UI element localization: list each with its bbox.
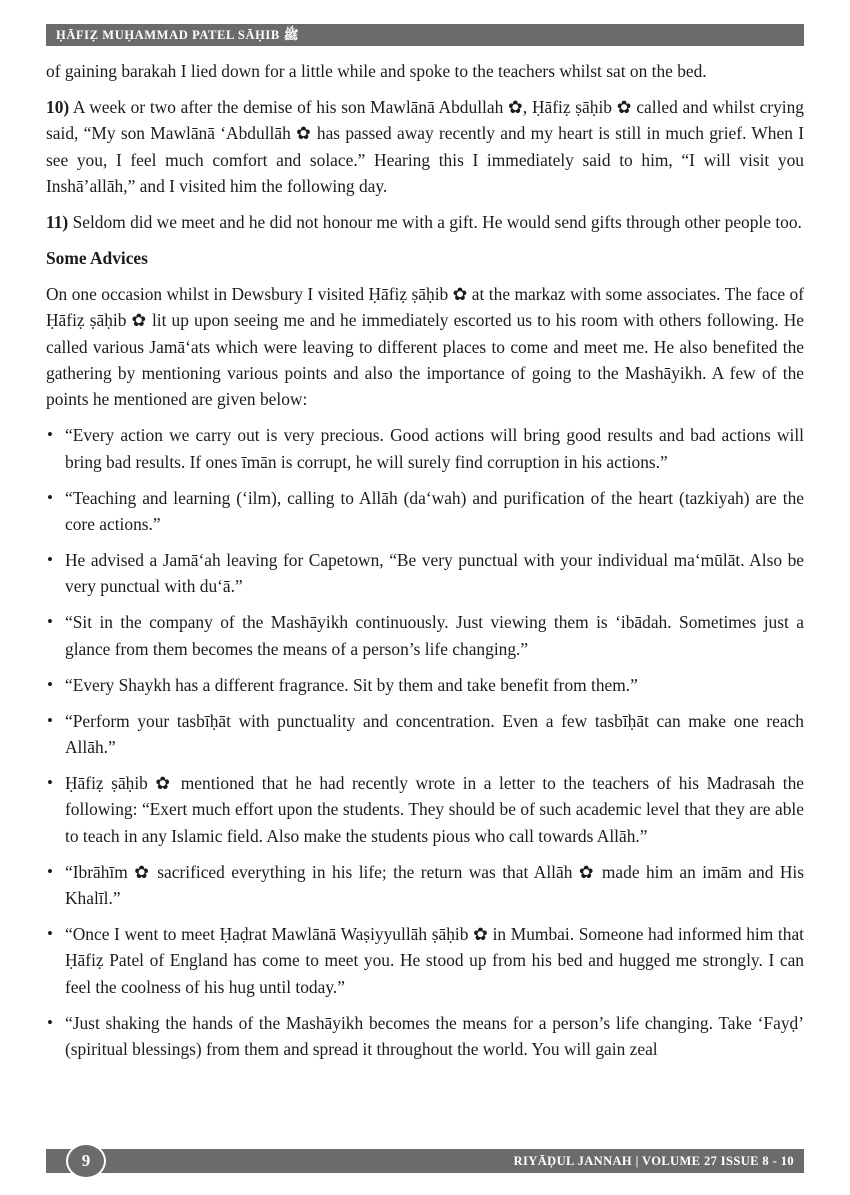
- list-item: • Ḥāfiẓ ṣāḥib ✿ mentioned that he had recently wrote in a letter to the teachers of his Madrasah the following: “Exert much effort upon the students. They should be of such academic level that they are able to teach in any Islamic field. Also make the students pious who call towards Allāh.”: [46, 770, 804, 849]
- advice-list: [46, 422, 804, 1062]
- list-item: • “Ibrāhīm ✿ sacrificed everything in his life; the return was that Allāh ✿ made him an imām and His Khalīl.”: [46, 859, 804, 912]
- list-item: • “Every Shaykh has a different fragrance. Sit by them and take benefit from them.”: [46, 672, 804, 698]
- running-header: [46, 24, 804, 46]
- list-item: • “Once I went to meet Ḥaḍrat Mawlānā Waṣiyyullāh ṣāḥib ✿ in Mumbai. Someone had informed him that Ḥāfiẓ Patel of England has come to meet you. He stood up from his bed and hugged me strongly. I can feel the coolness of his hug until today.”: [46, 921, 804, 1000]
- list-item: • “Just shaking the hands of the Mashāyikh becomes the means for a person’s life changing. Take ‘Fayḍ’ (spiritual blessings) from them and spread it throughout the world. You will gain zeal: [46, 1010, 804, 1063]
- list-item: • “Teaching and learning (‘ilm), calling to Allāh (da‘wah) and purification of the heart (tazkiyah) are the core actions.”: [46, 485, 804, 538]
- paragraph-10: [46, 94, 804, 200]
- list-item: • “Every action we carry out is very precious. Good actions will bring good results and bad actions will bring bad results. If ones īmān is corrupt, he will surely find corruption in his actions.”: [46, 422, 804, 475]
- paragraph-number: 11): [46, 212, 69, 233]
- section-heading: Some Advices: [46, 247, 148, 268]
- article-body: [46, 58, 804, 1072]
- paragraph-text: Seldom did we meet and he did not honour me with a gift. He would send gifts through other people too.: [68, 212, 802, 233]
- page-number: 9: [66, 1143, 106, 1179]
- running-header-title: ḤĀFIẒ MUḤAMMAD PATEL SĀḤIB ﷺ: [56, 28, 299, 42]
- list-item: • He advised a Jamā‘ah leaving for Capetown, “Be very punctual with your individual ma‘mūlāt. Also be very punctual with du‘ā.”: [46, 547, 804, 600]
- journal-footer: RIYĀḌUL JANNAH | VOLUME 27 ISSUE 8 - 10: [513, 1154, 794, 1168]
- paragraph-text: A week or two after the demise of his son Mawlānā Abdullah ✿, Ḥāfiẓ ṣāḥib ✿ called and whilst crying said, “My son Mawlānā ‘Abdullāh ✿ has passed away recently and my heart is still in much grief. When I see you, I feel much comfort and solace.” Hearing this I immediately said to him, “I will visit you Inshā’allāh,” and I visited him the following day.: [46, 96, 804, 197]
- section-intro: On one occasion whilst in Dewsbury I visited Ḥāfiẓ ṣāḥib ✿ at the markaz with some associates. The face of Ḥāfiẓ ṣāḥib ✿ lit up upon seeing me and he immediately escorted us to his room with others following. He called various Jamā‘ats which were leaving to different places to come and meet me. He also benefited the gathering by mentioning various points and also the importance of going to the Mashāyikh. A few of the points he mentioned are given below:: [46, 283, 804, 410]
- paragraph-11: [46, 209, 804, 235]
- list-item: • “Perform your tasbīḥāt with punctuality and concentration. Even a few tasbīḥāt can make one reach Allāh.”: [46, 708, 804, 761]
- paragraph-number: 10): [46, 96, 70, 117]
- list-item: • “Sit in the company of the Mashāyikh continuously. Just viewing them is ‘ibādah. Sometimes just a glance from them becomes the means of a person’s life changing.”: [46, 609, 804, 662]
- paragraph-continuation: of gaining barakah I lied down for a little while and spoke to the teachers whilst sat on the bed.: [46, 61, 707, 81]
